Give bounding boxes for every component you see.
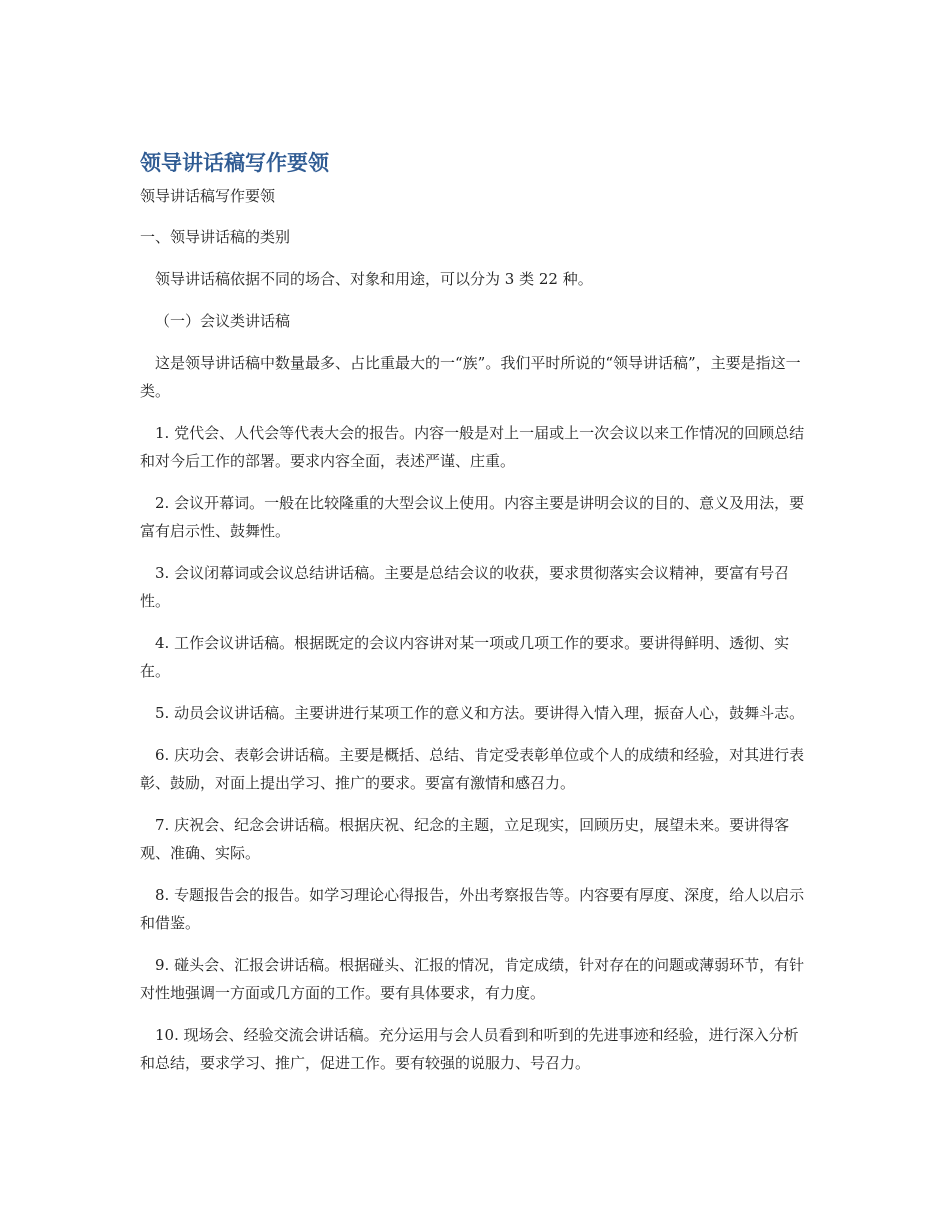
intro-paragraph: 领导讲话稿依据不同的场合、对象和用途，可以分为 3 类 22 种。 bbox=[155, 270, 593, 288]
list-item: 10. 现场会、经验交流会讲话稿。充分运用与会人员看到和听到的先进事迹和经验，进行深入分析和总结，要求学习、推广，促进工作。要有较强的说服力、号召力。 bbox=[140, 1026, 799, 1072]
list-item: 9. 碰头会、汇报会讲话稿。根据碰头、汇报的情况，肯定成绩，针对存在的问题或薄弱环节，有针对性地强调一方面或几方面的工作。要有具体要求，有力度。 bbox=[140, 956, 805, 1002]
category-intro-paragraph: 这是领导讲话稿中数量最多、占比重最大的一“族”。我们平时所说的“领导讲话稿”，主要是指这一类。 bbox=[140, 354, 801, 400]
list-item: 1. 党代会、人代会等代表大会的报告。内容一般是对上一届或上一次会议以来工作情况的回顾总结和对今后工作的部署。要求内容全面，表述严谨、庄重。 bbox=[140, 424, 805, 470]
list-item: 5. 动员会议讲话稿。主要讲进行某项工作的意义和方法。要讲得入情入理，振奋人心，鼓舞斗志。 bbox=[155, 704, 805, 722]
list-item: 6. 庆功会、表彰会讲话稿。主要是概括、总结、肯定受表彰单位或个人的成绩和经验，对其进行表彰、鼓励，对面上提出学习、推广的要求。要富有激情和感召力。 bbox=[140, 746, 805, 792]
list-item: 7. 庆祝会、纪念会讲话稿。根据庆祝、纪念的主题，立足现实，回顾历史，展望未来。要讲得客观、准确、实际。 bbox=[140, 816, 790, 862]
document-page bbox=[140, 148, 812, 1091]
list-item: 8. 专题报告会的报告。如学习理论心得报告，外出考察报告等。内容要有厚度、深度，给人以启示和借鉴。 bbox=[140, 886, 805, 932]
list-item: 3. 会议闭幕词或会议总结讲话稿。主要是总结会议的收获，要求贯彻落实会议精神，要富有号召性。 bbox=[140, 564, 790, 610]
section-heading: 一、领导讲话稿的类别 bbox=[140, 228, 291, 246]
category-heading: （一）会议类讲话稿 bbox=[155, 312, 291, 330]
list-item: 2. 会议开幕词。一般在比较隆重的大型会议上使用。内容主要是讲明会议的目的、意义及用法，要富有启示性、鼓舞性。 bbox=[140, 494, 805, 540]
document-subtitle: 领导讲话稿写作要领 bbox=[140, 187, 276, 205]
list-item: 4. 工作会议讲话稿。根据既定的会议内容讲对某一项或几项工作的要求。要讲得鲜明、透彻、实在。 bbox=[140, 634, 790, 680]
document-title: 领导讲话稿写作要领 bbox=[140, 151, 329, 175]
